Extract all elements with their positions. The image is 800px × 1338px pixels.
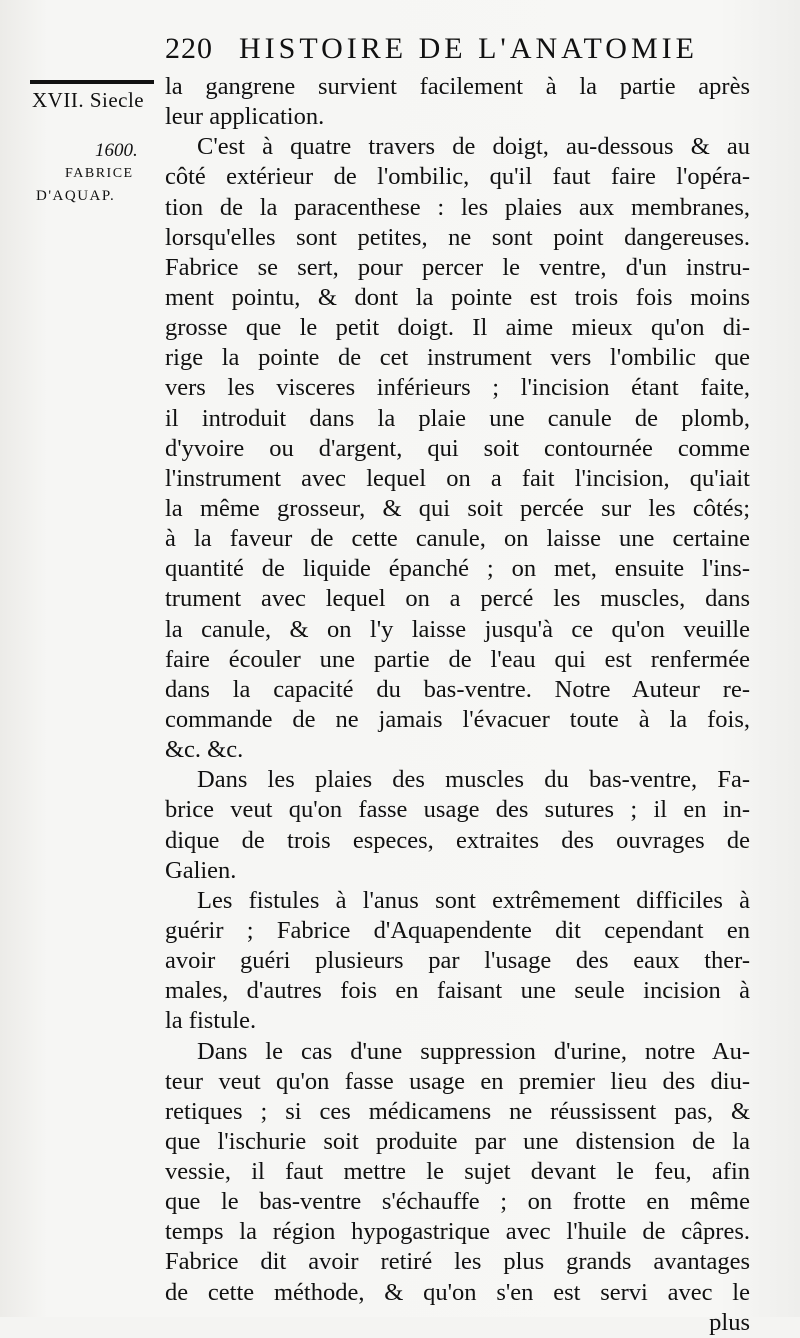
text-line: vers les visceres inférieurs ; l'incision étant faite,: [165, 374, 750, 402]
text-line: brice veut qu'on fasse usage des sutures ; il en in-: [165, 796, 750, 824]
text-line: trument avec lequel on a percé les muscles, dans: [165, 585, 750, 613]
text-line: temps la région hypogastrique avec l'huile de câpres.: [165, 1218, 750, 1246]
text-line: d'yvoire ou d'argent, qui soit contournée comme: [165, 434, 750, 462]
margin-note-name-line1: FABRICE: [65, 166, 134, 181]
text-line: Dans les plaies des muscles du bas-ventre, Fa-: [197, 766, 750, 794]
running-head: [165, 32, 765, 66]
margin-note-century: XVII. Siecle: [32, 88, 145, 112]
text-line: retiques ; si ces médicamens ne réussissent pas, &: [165, 1097, 750, 1125]
body-text: [165, 72, 750, 1338]
text-line: males, d'autres fois en faisant une seule incision à: [165, 977, 750, 1005]
text-line: teur veut qu'on fasse usage en premier lieu des diu-: [165, 1067, 750, 1095]
text-line: Dans le cas d'une suppression d'urine, notre Au-: [197, 1037, 750, 1065]
text-line: commande de ne jamais l'évacuer toute à la fois,: [165, 705, 750, 733]
text-line: la fistule.: [165, 1007, 257, 1035]
text-line: &c. &c.: [165, 736, 244, 764]
text-line: Fabrice dit avoir retiré les plus grands avantages: [165, 1248, 750, 1276]
text-line: que l'ischurie soit produite par une distension de la: [165, 1127, 750, 1155]
page-number: 220: [165, 32, 213, 65]
text-line: faire écouler une partie de l'eau qui est renfermée: [165, 645, 750, 673]
margin-note-name-line2: D'AQUAP.: [36, 188, 116, 204]
text-line: à la faveur de cette canule, on laisse une certaine: [165, 525, 750, 553]
text-line: la canule, & on l'y laisse jusqu'à ce qu'on veuille: [165, 615, 750, 643]
text-line: tion de la paracenthese : les plaies aux membranes,: [165, 193, 750, 221]
text-line: Galien.: [165, 856, 237, 884]
text-line: avoir guéri plusieurs par l'usage des eaux ther-: [165, 947, 750, 975]
text-line: dans la capacité du bas-ventre. Notre Auteur re-: [165, 675, 750, 703]
text-line: dique de trois especes, extraites des ouvrages de: [165, 826, 750, 854]
text-line: leur application.: [165, 103, 325, 131]
text-line: l'instrument avec lequel on a fait l'incision, qu'iait: [165, 464, 750, 492]
text-line: quantité de liquide épanché ; on met, ensuite l'ins-: [165, 555, 750, 583]
text-line: C'est à quatre travers de doigt, au-dessous & au: [197, 133, 750, 161]
running-head-title: HISTOIRE DE L'ANATOMIE: [239, 32, 698, 65]
text-line: que le bas-ventre s'échauffe ; on frotte en même: [165, 1188, 750, 1216]
text-line: Fabrice se sert, pour percer le ventre, d'un instru-: [165, 253, 750, 281]
text-line: la même grosseur, & qui soit percée sur les côtés;: [165, 494, 750, 522]
text-line: ment pointu, & dont la pointe est trois fois moins: [165, 283, 750, 311]
text-line: vessie, il faut mettre le sujet devant le feu, afin: [165, 1158, 750, 1186]
text-line: de cette méthode, & qu'on s'en est servi avec le: [165, 1278, 750, 1306]
text-line: rige la pointe de cet instrument vers l'ombilic que: [165, 344, 750, 372]
text-line: grosse que le petit doigt. Il aime mieux qu'on di-: [165, 314, 750, 342]
margin-note-year: 1600.: [95, 140, 138, 161]
text-line: il introduit dans la plaie une canule de plomb,: [165, 404, 750, 432]
catchword: plus: [709, 1308, 750, 1336]
text-line: côté extérieur de l'ombilic, qu'il faut faire l'opéra-: [165, 163, 750, 191]
text-line: lorsqu'elles sont petites, ne sont point dangereuses.: [165, 223, 750, 251]
margin-rule: [30, 80, 154, 84]
text-line: guérir ; Fabrice d'Aquapendente dit cependant en: [165, 916, 750, 944]
text-line: Les fistules à l'anus sont extrêmement difficiles à: [197, 886, 750, 914]
text-line: la gangrene survient facilement à la partie après: [165, 73, 750, 100]
